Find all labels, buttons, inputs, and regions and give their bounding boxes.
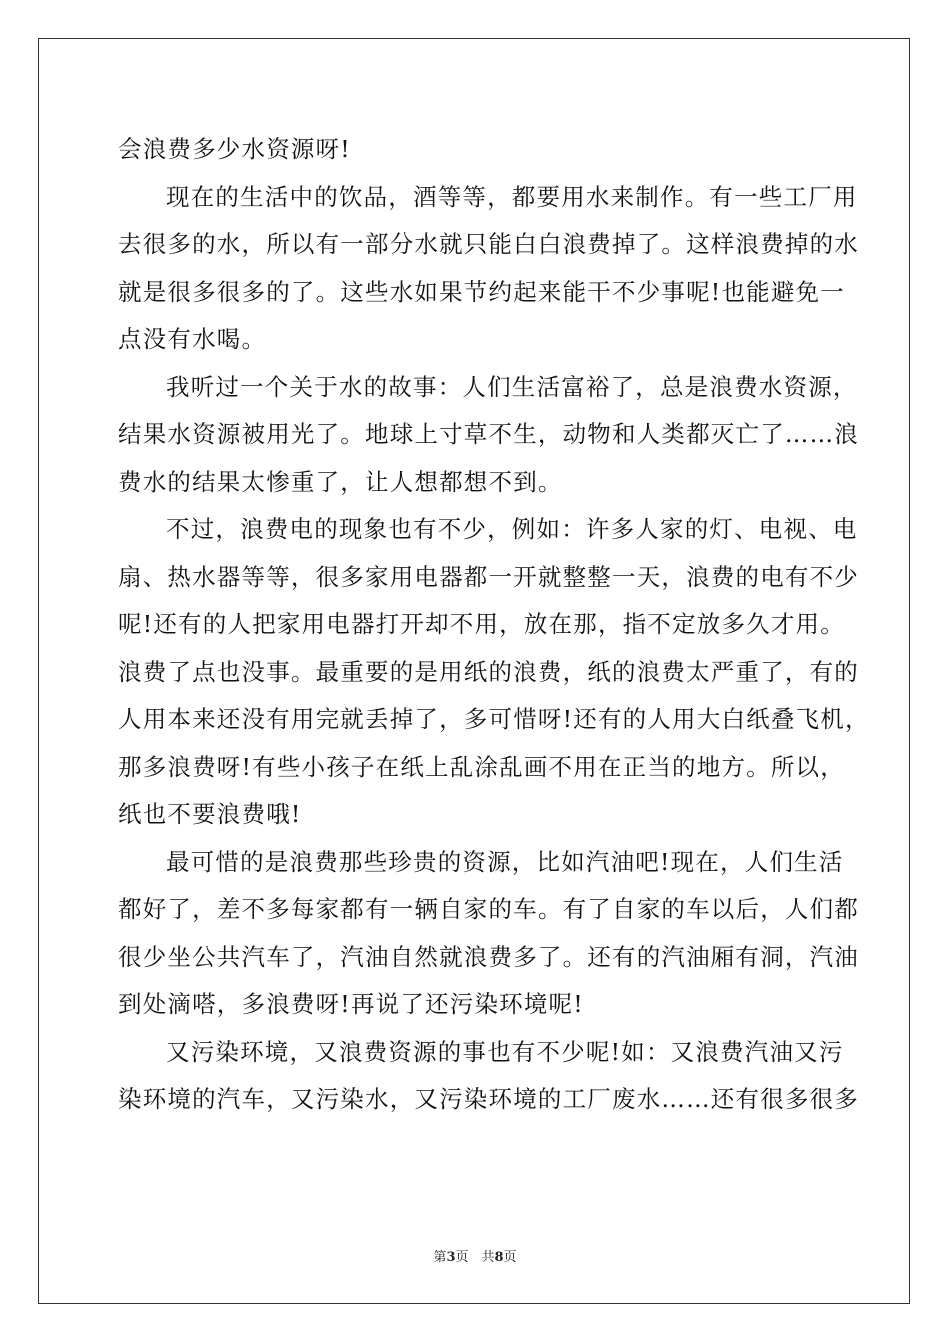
paragraph-line: 就是很多很多的了。这些水如果节约起来能干不少事呢!也能避免一 [118,277,845,306]
paragraph-line: 去很多的水，所以有一部分水就只能白白浪费掉了。这样浪费掉的水 [118,230,859,258]
paragraph-line: 费水的结果太惨重了，让人想都想不到。 [118,467,563,496]
paragraph-line: 结果水资源被用光了。地球上寸草不生，动物和人类都灭亡了……浪 [118,420,859,448]
paragraph-line: 扇、热水器等等，很多家用电器都一开就整整一天，浪费的电有不少 [118,562,859,591]
paragraph-line: 现在的生活中的饮品，酒等等，都要用水来制作。有一些工厂用 [166,182,858,211]
footer-suffix: 页 [503,1250,517,1265]
paragraph-line: 都好了，差不多每家都有一辆自家的车。有了自家的车以后，人们都 [118,895,859,923]
paragraph-line: 染环境的汽车，又污染水，又污染环境的工厂废水……还有很多很多 [118,1085,859,1113]
document-body [118,126,870,1124]
paragraph-line: 会浪费多少水资源呀! [118,135,351,163]
footer-middle: 页 共 [455,1250,495,1265]
paragraph-line: 浪费了点也没事。最重要的是用纸的浪费，纸的浪费太严重了，有的 [118,657,859,686]
current-page-number: 3 [446,1250,456,1265]
paragraph-line: 人用本来还没有用完就丢掉了，多可惜呀!还有的人用大白纸叠飞机， [118,705,870,733]
total-page-number: 8 [494,1250,504,1265]
paragraph-line: 我听过一个关于水的故事：人们生活富裕了，总是浪费水资源， [166,372,858,401]
paragraph-line: 最可惜的是浪费那些珍贵的资源，比如汽油吧!现在，人们生活 [166,847,844,876]
paragraph-line: 纸也不要浪费哦! [118,800,302,828]
page-footer [0,1246,950,1265]
paragraph-line: 呢!还有的人把家用电器打开却不用，放在那，指不定放多久才用。 [118,610,845,638]
paragraph-line: 不过，浪费电的现象也有不少，例如：许多人家的灯、电视、电 [166,515,858,543]
paragraph-line: 到处滴嗒，多浪费呀!再说了还污染环境呢! [118,990,584,1018]
paragraph-line: 又污染环境，又浪费资源的事也有不少呢!如：又浪费汽油又污 [166,1037,844,1066]
paragraph-line: 那多浪费呀!有些小孩子在纸上乱涂乱画不用在正当的地方。所以， [118,752,845,781]
paragraph-line: 点没有水喝。 [118,325,267,353]
paragraph-line: 很少坐公共汽车了，汽油自然就浪费多了。还有的汽油厢有洞，汽油 [118,942,859,971]
footer-prefix: 第 [433,1250,447,1265]
